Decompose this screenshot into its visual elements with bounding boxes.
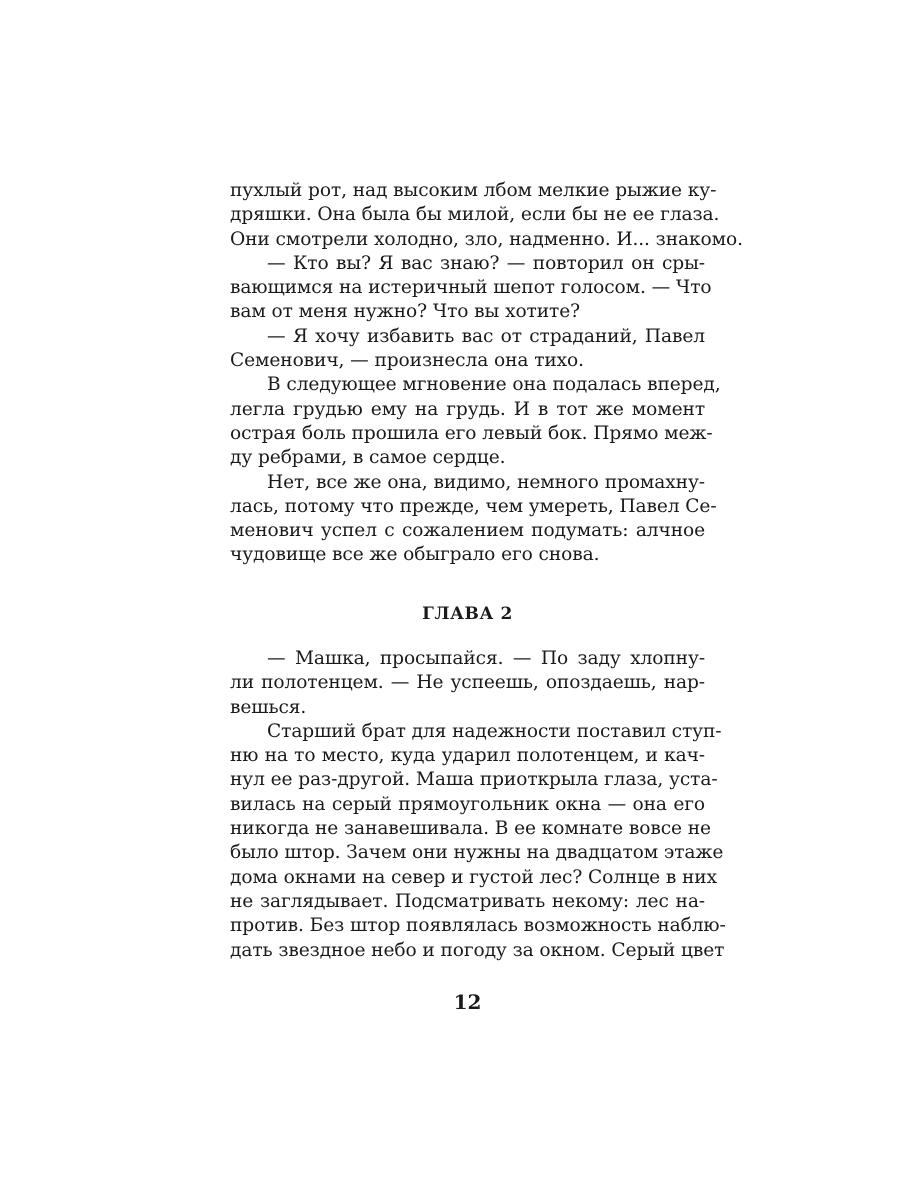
text-line: менович успел с сожалением подумать: алчное bbox=[230, 520, 705, 542]
text-line: острая боль прошила его левый бок. Прямо меж- bbox=[230, 422, 713, 444]
text-line: ду ребрами, в самое сердце. bbox=[230, 447, 506, 469]
text-line: нул ее раз-другой. Маша приоткрыла глаза, уста- bbox=[230, 769, 718, 791]
text-line: дать звездное небо и погоду за окном. Серый цвет bbox=[230, 939, 725, 961]
text-line: ли полотенцем. — Не успеешь, опоздаешь, нар- bbox=[230, 672, 705, 694]
text-line: легла грудью ему на грудь. И в тот же момент bbox=[230, 398, 705, 420]
text-line: вающимся на истеричный шепот голосом. — Что bbox=[230, 277, 712, 299]
text-line: дома окнами на север и густой лес? Солнце в них bbox=[230, 866, 717, 888]
chapter-heading: ГЛАВА 2 bbox=[422, 604, 513, 624]
text-line: Они смотрели холодно, зло, надменно. И... знакомо. bbox=[230, 228, 743, 250]
text-line: В следующее мгновение она подалась вперед, bbox=[267, 374, 721, 396]
page-number: 12 bbox=[453, 990, 482, 1014]
text-line: Нет, все же она, видимо, немного промахну- bbox=[267, 471, 705, 493]
text-line: чудовище все же обыграло его снова. bbox=[230, 544, 600, 566]
text-line: — Кто вы? Я вас знаю? — повторил он сры- bbox=[267, 252, 705, 274]
text-line: пухлый рот, над высоким лбом мелкие рыжие ку- bbox=[230, 180, 717, 201]
text-line: никогда не занавешивала. В ее комнате вовсе не bbox=[230, 818, 711, 840]
text-line: — Машка, просыпайся. — По заду хлопну- bbox=[267, 648, 705, 669]
text-line: Семенович, — произнесла она тихо. bbox=[230, 350, 584, 372]
text-line: вилась на серый прямоугольник окна — она его bbox=[230, 793, 705, 815]
text-section-chapter-2 bbox=[230, 647, 726, 963]
text-line: ню на то место, куда ударил полотенцем, и кач- bbox=[230, 745, 705, 767]
text-line: лась, потому что прежде, чем умереть, Павел Се- bbox=[230, 495, 717, 517]
text-section-previous-chapter bbox=[230, 179, 743, 568]
text-line: было штор. Зачем они нужны на двадцатом этаже bbox=[230, 842, 724, 864]
text-line: вешься. bbox=[230, 696, 307, 718]
text-line: — Я хочу избавить вас от страданий, Павел bbox=[267, 325, 705, 347]
text-line: Старший брат для надежности поставил ступ- bbox=[267, 720, 722, 742]
text-line: против. Без штор появлялась возможность наблю- bbox=[230, 915, 726, 937]
text-line: дряшки. Она была бы милой, если бы не ее глаза. bbox=[230, 204, 720, 226]
text-line: вам от меня нужно? Что вы хотите? bbox=[230, 301, 580, 323]
text-line: не заглядывает. Подсматривать некому: лес на- bbox=[230, 890, 705, 912]
